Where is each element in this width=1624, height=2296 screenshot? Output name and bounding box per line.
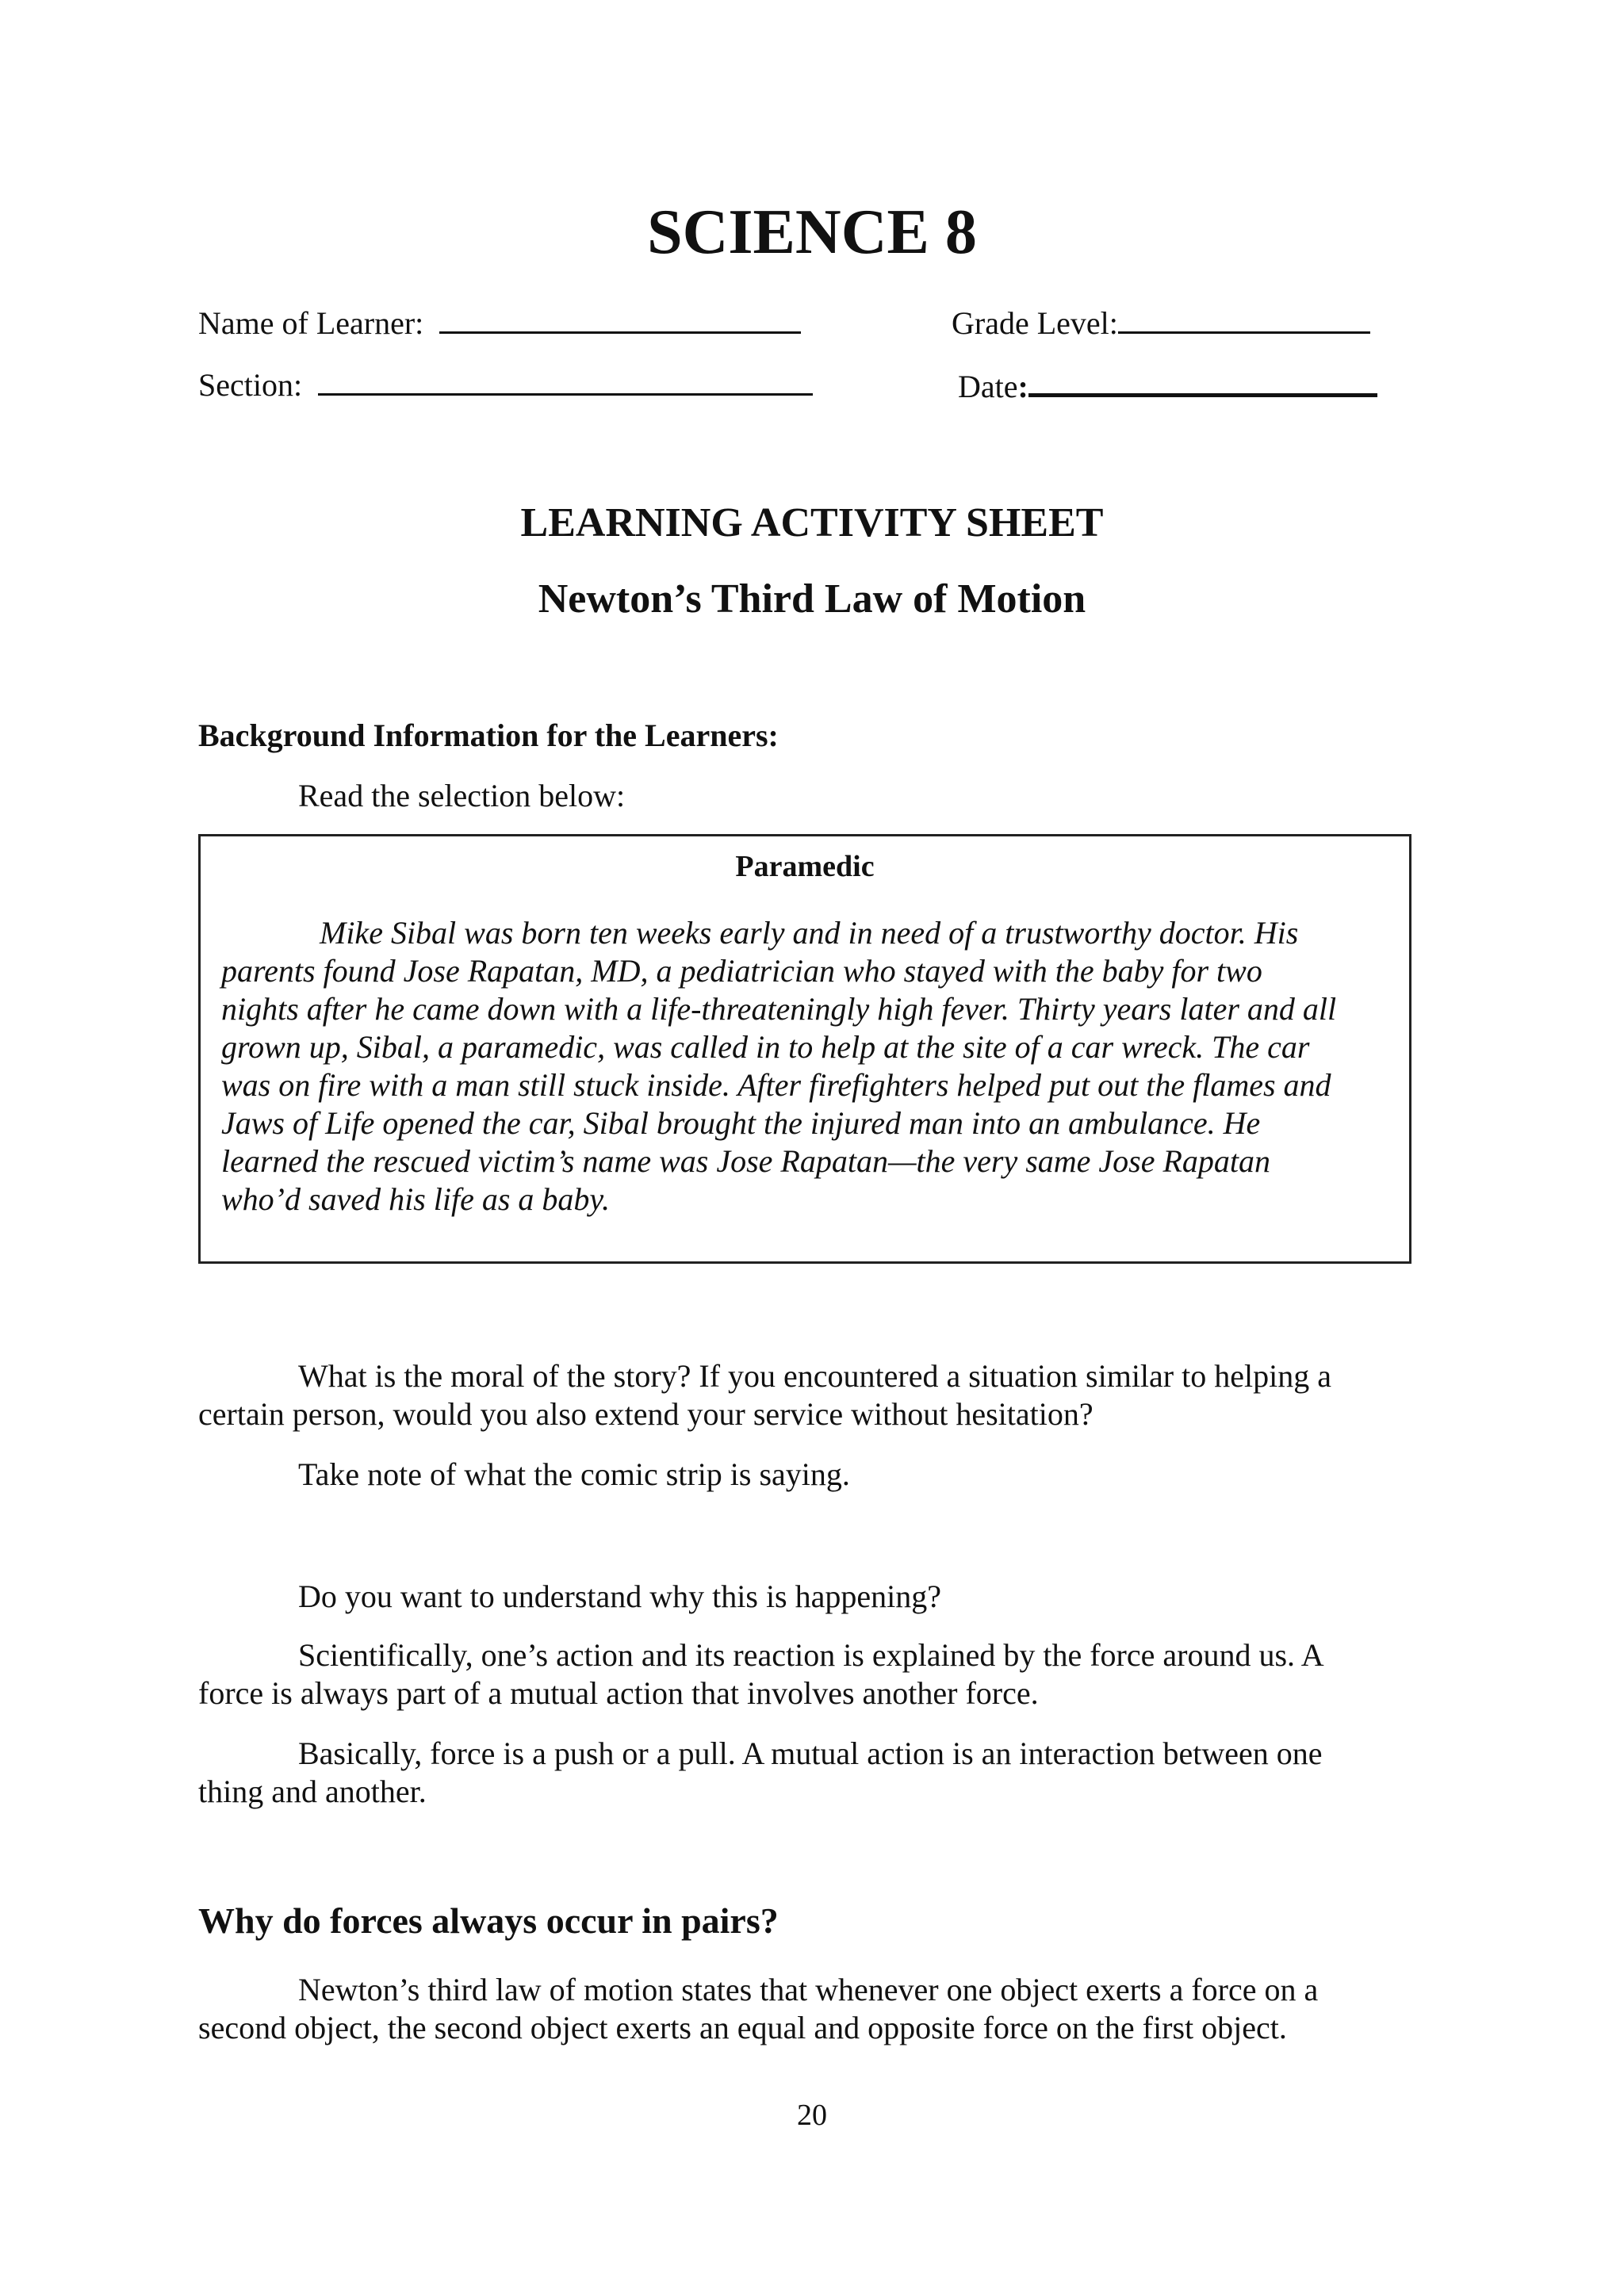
story-line: Jaws of Life opened the car, Sibal brought the injured man into an ambulance. He (221, 1105, 1261, 1141)
read-instruction: Read the selection below: (298, 778, 626, 813)
newton-line: second object, the second object exerts an equal and opposite force on the first object. (198, 2010, 1287, 2045)
moral-line: What is the moral of the story? If you encountered a situation similar to helping a (298, 1358, 1331, 1394)
moral-line: certain person, would you also extend your service without hesitation? (198, 1396, 1094, 1432)
sheet-subheading: Newton’s Third Law of Motion (538, 576, 1086, 622)
page-title: SCIENCE 8 (647, 197, 977, 267)
scientific-paragraph (198, 1636, 1324, 1712)
name-of-learner-label: Name of Learner: (198, 305, 424, 341)
date-colon: : (1017, 369, 1028, 404)
newton-paragraph (198, 1971, 1318, 2047)
story-line: Mike Sibal was born ten weeks early and in need of a trustworthy doctor. His (320, 915, 1299, 951)
story-line: grown up, Sibal, a paramedic, was called in to help at the site of a car wreck. The car (221, 1029, 1310, 1065)
section-field (198, 358, 813, 404)
newton-line: Newton’s third law of motion states that whenever one object exerts a force on a (298, 1972, 1319, 2007)
name-of-learner-field (198, 297, 801, 342)
section-blank[interactable] (318, 358, 813, 396)
story-line: was on fire with a man still stuck inside. After firefighters helped put out the flames and (221, 1067, 1331, 1103)
section-label: Section: (198, 367, 303, 403)
understand-question: Do you want to understand why this is happening? (298, 1578, 941, 1614)
story-line: who’d saved his life as a baby. (221, 1181, 610, 1217)
basic-line: thing and another. (198, 1774, 427, 1809)
story-text (221, 914, 1336, 1219)
date-label: Date (958, 369, 1018, 404)
grade-level-field (952, 297, 1370, 342)
name-of-learner-blank[interactable] (439, 297, 801, 334)
story-line: learned the rescued victim’s name was Jose Rapatan—the very same Jose Rapatan (221, 1143, 1271, 1179)
moral-paragraph (198, 1357, 1331, 1433)
date-blank[interactable] (1028, 358, 1377, 397)
date-field (958, 358, 1377, 405)
story-title: Paramedic (735, 850, 875, 883)
background-label: Background Information for the Learners: (198, 718, 779, 753)
grade-level-blank[interactable] (1118, 297, 1370, 334)
sheet-heading: LEARNING ACTIVITY SHEET (520, 500, 1104, 545)
section-heading: Why do forces always occur in pairs? (198, 1900, 779, 1941)
story-line: nights after he came down with a life-threateningly high fever. Thirty years later and all (221, 991, 1337, 1027)
grade-level-label: Grade Level: (952, 305, 1118, 341)
story-box (198, 834, 1411, 1264)
basic-paragraph (198, 1735, 1322, 1811)
basic-line: Basically, force is a push or a pull. A mutual action is an interaction between one (298, 1735, 1323, 1771)
page-number: 20 (797, 2099, 827, 2132)
story-line: parents found Jose Rapatan, MD, a pediatrician who stayed with the baby for two (221, 953, 1262, 989)
comic-note: Take note of what the comic strip is saying. (298, 1456, 850, 1492)
scientific-line: force is always part of a mutual action that involves another force. (198, 1675, 1039, 1711)
scientific-line: Scientifically, one’s action and its reaction is explained by the force around us. A (298, 1637, 1324, 1673)
